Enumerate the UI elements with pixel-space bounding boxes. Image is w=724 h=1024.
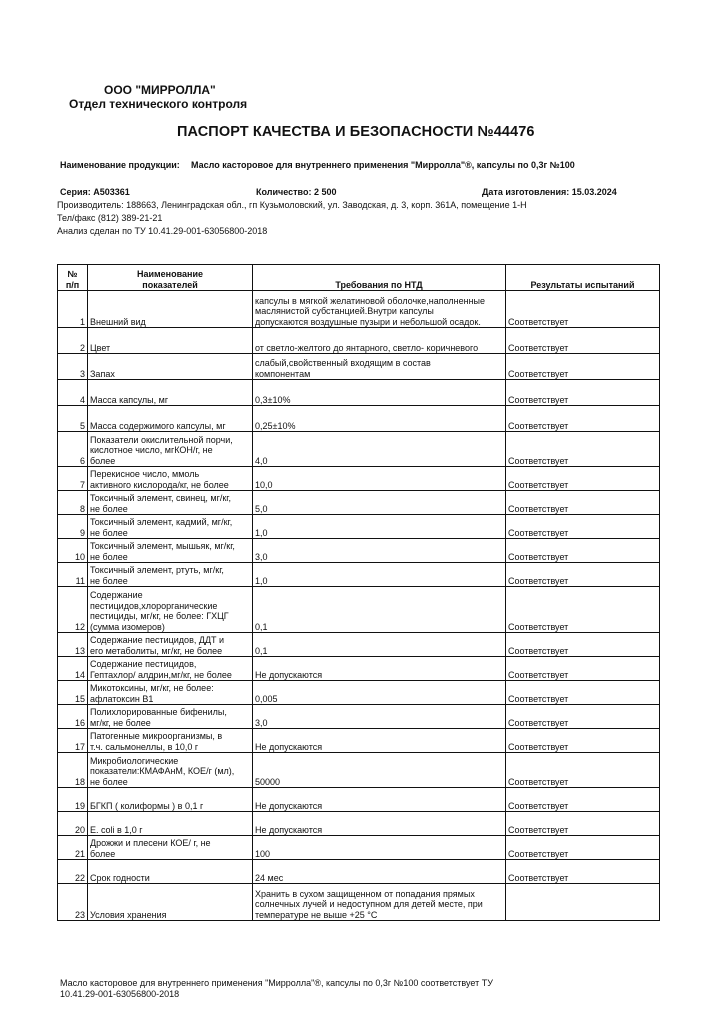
indicator-name: Патогенные микроорганизмы, в т.ч. сальмонеллы, в 10,0 г — [88, 729, 253, 753]
test-result: Соответствует — [506, 291, 660, 328]
row-number: 3 — [58, 354, 88, 380]
quality-table — [57, 264, 660, 921]
requirement: Не допускаются — [253, 729, 506, 753]
test-result: Соответствует — [506, 406, 660, 432]
row-number: 5 — [58, 406, 88, 432]
indicator-name: Содержание пестицидов, ДДТ и его метаболиты, мг/кг, не более — [88, 633, 253, 657]
row-number: 19 — [58, 788, 88, 812]
table-row — [58, 354, 660, 380]
manufacturer: Производитель: 188663, Ленинградская обл., гп Кузьмоловский, ул. Заводская, д. 3, корп. 361А, помещение 1-Н — [57, 200, 527, 210]
manufacture-date: Дата изготовления: 15.03.2024 — [482, 187, 617, 197]
indicator-name: Токсичный элемент, кадмий, мг/кг, не более — [88, 515, 253, 539]
indicator-name: Запах — [88, 354, 253, 380]
test-result: Соответствует — [506, 467, 660, 491]
row-number: 2 — [58, 328, 88, 354]
requirement: Не допускаются — [253, 812, 506, 836]
test-result: Соответствует — [506, 563, 660, 587]
requirement: 4,0 — [253, 432, 506, 467]
row-number: 17 — [58, 729, 88, 753]
table-row — [58, 467, 660, 491]
test-result — [506, 884, 660, 921]
table-header-row — [58, 265, 660, 291]
test-result: Соответствует — [506, 432, 660, 467]
test-result: Соответствует — [506, 633, 660, 657]
table-row — [58, 432, 660, 467]
requirement: 5,0 — [253, 491, 506, 515]
requirement: Не допускаются — [253, 788, 506, 812]
test-result: Соответствует — [506, 681, 660, 705]
table-row — [58, 328, 660, 354]
table-row — [58, 836, 660, 860]
requirement: 0,1 — [253, 587, 506, 633]
test-result: Соответствует — [506, 657, 660, 681]
header-requirements: Требования по НТД — [253, 265, 506, 291]
test-result: Соответствует — [506, 836, 660, 860]
test-result: Соответствует — [506, 753, 660, 788]
requirement: слабый,свойственный входящим в состав компонентам — [253, 354, 506, 380]
requirement: 3,0 — [253, 539, 506, 563]
quantity: Количество: 2 500 — [256, 187, 337, 197]
requirement: Не допускаются — [253, 657, 506, 681]
table-row — [58, 681, 660, 705]
test-result: Соответствует — [506, 354, 660, 380]
table-row — [58, 539, 660, 563]
table-row — [58, 515, 660, 539]
indicator-name: Цвет — [88, 328, 253, 354]
row-number: 11 — [58, 563, 88, 587]
row-number: 23 — [58, 884, 88, 921]
header-num: № п/п — [58, 265, 88, 291]
test-result: Соответствует — [506, 515, 660, 539]
requirement: от светло-желтого до янтарного, светло- коричневого — [253, 328, 506, 354]
test-result: Соответствует — [506, 539, 660, 563]
table-row — [58, 884, 660, 921]
indicator-name: Перекисное число, ммоль активного кислорода/кг, не более — [88, 467, 253, 491]
row-number: 4 — [58, 380, 88, 406]
indicator-name: БГКП ( колиформы ) в 0,1 г — [88, 788, 253, 812]
requirement: 0,1 — [253, 633, 506, 657]
row-number: 14 — [58, 657, 88, 681]
row-number: 22 — [58, 860, 88, 884]
department-name: Отдел технического контроля — [69, 97, 248, 111]
row-number: 7 — [58, 467, 88, 491]
indicator-name: Показатели окислительной порчи, кислотное число, мгКОН/г, не более — [88, 432, 253, 467]
phone: Тел/факс (812) 389-21-21 — [57, 213, 163, 223]
test-result: Соответствует — [506, 788, 660, 812]
requirement: Хранить в сухом защищенном от попадания прямых солнечных лучей и недоступном для детей месте, при температуре не выше +25 °С — [253, 884, 506, 921]
product-label: Наименование продукции: — [60, 160, 180, 170]
table-row — [58, 491, 660, 515]
analysis-basis: Анализ сделан по ТУ 10.41.29-001-63056800-2018 — [57, 226, 268, 236]
requirement: 0,3±10% — [253, 380, 506, 406]
requirement: 100 — [253, 836, 506, 860]
requirement: 0,25±10% — [253, 406, 506, 432]
test-result: Соответствует — [506, 587, 660, 633]
test-result: Соответствует — [506, 328, 660, 354]
test-result: Соответствует — [506, 860, 660, 884]
test-result: Соответствует — [506, 705, 660, 729]
header-results: Результаты испытаний — [506, 265, 660, 291]
document-title: ПАСПОРТ КАЧЕСТВА И БЕЗОПАСНОСТИ №44476 — [177, 124, 535, 140]
requirement: 50000 — [253, 753, 506, 788]
table-row — [58, 860, 660, 884]
requirement: 0,005 — [253, 681, 506, 705]
requirement: 10,0 — [253, 467, 506, 491]
test-result: Соответствует — [506, 491, 660, 515]
indicator-name: Токсичный элемент, ртуть, мг/кг, не более — [88, 563, 253, 587]
company-name: ООО "МИРРОЛЛА" — [104, 83, 216, 97]
table-row — [58, 633, 660, 657]
row-number: 20 — [58, 812, 88, 836]
indicator-name: Токсичный элемент, свинец, мг/кг, не более — [88, 491, 253, 515]
indicator-name: Полихлорированные бифенилы, мг/кг, не более — [88, 705, 253, 729]
row-number: 9 — [58, 515, 88, 539]
table-row — [58, 380, 660, 406]
row-number: 15 — [58, 681, 88, 705]
conclusion: Масло касторовое для внутреннего применения "Мирролла"®, капсулы по 0,3г №100 соответствует ТУ 10.41.29-001-63056800-2018 — [60, 978, 493, 999]
row-number: 6 — [58, 432, 88, 467]
indicator-name: Масса содержимого капсулы, мг — [88, 406, 253, 432]
table-row — [58, 812, 660, 836]
row-number: 1 — [58, 291, 88, 328]
table-row — [58, 291, 660, 328]
table-row — [58, 587, 660, 633]
row-number: 8 — [58, 491, 88, 515]
row-number: 18 — [58, 753, 88, 788]
indicator-name: Токсичный элемент, мышьяк, мг/кг, не более — [88, 539, 253, 563]
indicator-name: Масса капсулы, мг — [88, 380, 253, 406]
requirement: капсулы в мягкой желатиновой оболочке,наполненные масляниcтой субстанцией.Внутри капсулы допускаются воздушные пузыри и небольшой осадок. — [253, 291, 506, 328]
table-row — [58, 406, 660, 432]
requirement: 3,0 — [253, 705, 506, 729]
indicator-name: Содержание пестицидов, Гептахлор/ алдрин,мг/кг, не более — [88, 657, 253, 681]
requirement: 24 мес — [253, 860, 506, 884]
table-row — [58, 705, 660, 729]
test-result: Соответствует — [506, 729, 660, 753]
test-result: Соответствует — [506, 380, 660, 406]
row-number: 16 — [58, 705, 88, 729]
indicator-name: Микробиологические показатели:КМАФАнМ, КОЕ/г (мл), не более — [88, 753, 253, 788]
table-row — [58, 753, 660, 788]
row-number: 10 — [58, 539, 88, 563]
table-row — [58, 729, 660, 753]
table-row — [58, 563, 660, 587]
test-result: Соответствует — [506, 812, 660, 836]
indicator-name: Микотоксины, мг/кг, не более: афлатоксин В1 — [88, 681, 253, 705]
indicator-name: E. coli в 1,0 г — [88, 812, 253, 836]
header-name: Наименование показателей — [88, 265, 253, 291]
table-row — [58, 788, 660, 812]
indicator-name: Внешний вид — [88, 291, 253, 328]
product-value: Масло касторовое для внутреннего применения "Мирролла"®, капсулы по 0,3г №100 — [191, 160, 575, 170]
requirement: 1,0 — [253, 515, 506, 539]
indicator-name: Срок годности — [88, 860, 253, 884]
row-number: 21 — [58, 836, 88, 860]
table-row — [58, 657, 660, 681]
row-number: 13 — [58, 633, 88, 657]
indicator-name: Содержание пестицидов,хлорорганические пестициды, мг/кг, не более: ГХЦГ (сумма изомеров) — [88, 587, 253, 633]
row-number: 12 — [58, 587, 88, 633]
indicator-name: Дрожжи и плесени КОЕ/ г, не более — [88, 836, 253, 860]
requirement: 1,0 — [253, 563, 506, 587]
indicator-name: Условия хранения — [88, 884, 253, 921]
series: Серия: А503361 — [60, 187, 130, 197]
